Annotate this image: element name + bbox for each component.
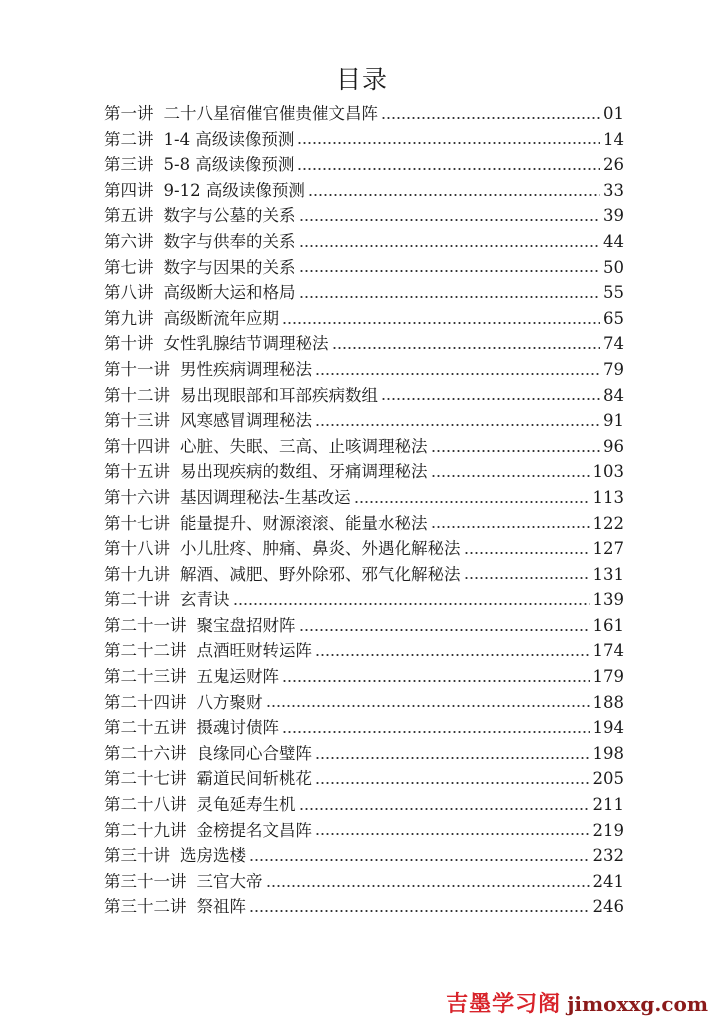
toc-title: 易出现疾病的数组、牙痛调理秘法 (180, 462, 428, 482)
toc-chapter-label: 第十讲 (104, 334, 154, 354)
toc-chapter-label: 第二十四讲 (104, 692, 187, 712)
toc-page-number: 39 (603, 206, 624, 226)
toc-dot-leader (315, 781, 590, 785)
toc-dot-leader (381, 397, 600, 401)
toc-entry (104, 818, 624, 844)
toc-page-number: 246 (592, 897, 624, 917)
toc-chapter-label: 第二十三讲 (104, 667, 187, 687)
toc-entry (104, 690, 624, 716)
toc-entry (104, 613, 624, 639)
toc-entry (104, 434, 624, 460)
toc-entry (104, 587, 624, 613)
toc-dot-leader (233, 602, 590, 606)
toc-page-number: 179 (592, 667, 624, 687)
toc-dot-leader (464, 576, 590, 580)
toc-entry (104, 511, 624, 537)
toc-chapter-label: 第十九讲 (104, 564, 170, 584)
toc-dot-leader (464, 551, 590, 555)
toc-page-number: 96 (603, 436, 624, 456)
toc-title: 解酒、减肥、野外除邪、邪气化解秘法 (180, 564, 461, 584)
toc-entry (104, 741, 624, 767)
toc-chapter-label: 第三十一讲 (104, 871, 187, 891)
toc-entry (104, 894, 624, 920)
toc-chapter-label: 第三十讲 (104, 846, 170, 866)
toc-chapter-label: 第二十七讲 (104, 769, 187, 789)
toc-entry (104, 101, 624, 127)
toc-dot-leader (431, 474, 590, 478)
toc-chapter-label: 第十三讲 (104, 411, 170, 431)
page-title: 目录 (335, 65, 388, 94)
toc-entry (104, 152, 624, 178)
toc-entry (104, 127, 624, 153)
toc-title: 易出现眼部和耳部疾病数组 (180, 385, 378, 405)
toc-dot-leader (315, 832, 590, 836)
toc-page-number: 79 (603, 359, 624, 379)
toc-entry (104, 459, 624, 485)
toc-title: 9-12 高级读像预测 (163, 180, 305, 200)
toc-page-number: 127 (592, 539, 624, 559)
toc-chapter-label: 第二讲 (104, 129, 154, 149)
toc-page-number: 174 (592, 641, 624, 661)
toc-page-number: 211 (592, 795, 624, 815)
toc-title: 5-8 高级读像预测 (163, 155, 295, 175)
toc-title: 能量提升、财源滚滚、能量水秘法 (180, 513, 428, 533)
toc-title: 数字与供奉的关系 (163, 231, 296, 251)
toc-title: 风寒感冒调理秘法 (180, 411, 312, 431)
toc-dot-leader (308, 193, 600, 197)
toc-dot-leader (299, 244, 601, 248)
toc-entry (104, 306, 624, 332)
toc-chapter-label: 第三十二讲 (104, 897, 187, 917)
toc-title: 祭祖阵 (196, 897, 246, 917)
toc-dot-leader (354, 500, 590, 504)
toc-page-number: 198 (592, 743, 624, 763)
toc-title: 女性乳腺结节调理秘法 (163, 334, 329, 354)
toc-dot-leader (266, 704, 590, 708)
toc-chapter-label: 第二十二讲 (104, 641, 187, 661)
toc-page-number: 122 (592, 513, 624, 533)
toc-title: 心脏、失眠、三高、止咳调理秘法 (180, 436, 428, 456)
watermark (446, 987, 708, 1018)
toc-page-number: 26 (603, 155, 624, 175)
toc-chapter-label: 第四讲 (104, 180, 154, 200)
toc-dot-leader (299, 295, 601, 299)
toc-dot-leader (297, 141, 600, 145)
toc-page-number: 14 (603, 129, 624, 149)
toc-title: 良缘同心合璧阵 (196, 743, 312, 763)
toc-entry (104, 357, 624, 383)
toc-entry (104, 869, 624, 895)
toc-chapter-label: 第二十八讲 (104, 795, 187, 815)
toc-page-number: 55 (603, 283, 624, 303)
toc-page-number: 131 (592, 564, 624, 584)
watermark-url: jimoxxg.com (567, 992, 708, 1016)
toc-page-number: 01 (603, 104, 624, 123)
toc-dot-leader (266, 884, 590, 888)
toc-entry (104, 485, 624, 511)
toc-chapter-label: 第九讲 (104, 308, 154, 328)
toc-title: 基因调理秘法-生基改运 (180, 487, 351, 507)
toc-dot-leader (282, 730, 590, 734)
toc-title: 小儿肚疼、肿痛、鼻炎、外遇化解秘法 (180, 539, 461, 559)
toc-entry (104, 255, 624, 281)
toc-entry (104, 715, 624, 741)
toc-page-number: 161 (592, 615, 624, 635)
toc-chapter-label: 第二十九讲 (104, 820, 187, 840)
toc-dot-leader (282, 321, 600, 325)
toc-title: 五鬼运财阵 (196, 667, 279, 687)
toc-dot-leader (282, 679, 590, 683)
toc-chapter-label: 第十六讲 (104, 487, 170, 507)
toc-chapter-label: 第十四讲 (104, 436, 170, 456)
toc-dot-leader (315, 653, 590, 657)
toc-entry (104, 178, 624, 204)
toc-title: 数字与公墓的关系 (163, 206, 296, 226)
toc-page-number: 33 (603, 180, 624, 200)
toc-page-number: 219 (592, 820, 624, 840)
toc-chapter-label: 第十一讲 (104, 359, 170, 379)
toc-dot-leader (249, 909, 590, 913)
toc-dot-leader (299, 807, 590, 811)
toc-entry (104, 792, 624, 818)
toc-chapter-label: 第二十五讲 (104, 718, 187, 738)
toc-entry (104, 383, 624, 409)
toc-dot-leader (299, 269, 601, 273)
toc-page-number: 84 (603, 385, 624, 405)
toc-chapter-label: 第三讲 (104, 155, 154, 175)
toc-title: 点酒旺财转运阵 (196, 641, 312, 661)
toc-page-number: 205 (592, 769, 624, 789)
toc-dot-leader (332, 346, 601, 350)
toc-entry (104, 331, 624, 357)
toc-chapter-label: 第十八讲 (104, 539, 170, 559)
toc-title: 数字与因果的关系 (163, 257, 296, 277)
toc-dot-leader (297, 167, 600, 171)
toc-chapter-label: 第八讲 (104, 283, 154, 303)
toc-entry (104, 562, 624, 588)
toc-page-number: 65 (603, 308, 624, 328)
toc-page-number: 241 (592, 871, 624, 891)
toc-title: 霸道民间斩桃花 (196, 769, 312, 789)
toc-page-number: 91 (603, 411, 624, 431)
toc-dot-leader (249, 858, 590, 862)
toc-page-number: 188 (592, 692, 624, 712)
toc-page-number: 74 (603, 334, 624, 354)
toc-chapter-label: 第一讲 (104, 104, 154, 123)
toc-page-number: 232 (592, 846, 624, 866)
toc-dot-leader (315, 423, 600, 427)
toc-title: 灵龟延寿生机 (196, 795, 296, 815)
toc-dot-leader (315, 756, 590, 760)
toc-dot-leader (431, 525, 590, 529)
toc-entry (104, 638, 624, 664)
toc-entry (104, 229, 624, 255)
toc-entry (104, 280, 624, 306)
toc-dot-leader (299, 628, 590, 632)
table-of-contents (104, 101, 624, 920)
toc-page-number: 139 (592, 590, 624, 610)
toc-chapter-label: 第二十讲 (104, 590, 170, 610)
toc-entry (104, 664, 624, 690)
toc-chapter-label: 第五讲 (104, 206, 154, 226)
toc-chapter-label: 第十七讲 (104, 513, 170, 533)
toc-title: 玄青诀 (180, 590, 230, 610)
toc-chapter-label: 第七讲 (104, 257, 154, 277)
toc-entry (104, 766, 624, 792)
toc-title: 八方聚财 (196, 692, 263, 712)
toc-title: 二十八星宿催官催贵催文昌阵 (163, 104, 378, 123)
toc-entry (104, 408, 624, 434)
toc-dot-leader (299, 218, 601, 222)
toc-title: 三官大帝 (196, 871, 263, 891)
toc-dot-leader (315, 372, 600, 376)
toc-title: 高级断流年应期 (163, 308, 279, 328)
toc-title: 1-4 高级读像预测 (163, 129, 295, 149)
toc-entry (104, 203, 624, 229)
toc-dot-leader (431, 449, 601, 453)
toc-title: 摄魂讨债阵 (196, 718, 279, 738)
toc-chapter-label: 第十二讲 (104, 385, 170, 405)
toc-title: 高级断大运和格局 (163, 283, 296, 303)
toc-chapter-label: 第六讲 (104, 231, 154, 251)
toc-title: 金榜提名文昌阵 (196, 820, 312, 840)
toc-dot-leader (381, 116, 600, 120)
toc-page-number: 50 (603, 257, 624, 277)
toc-page-number: 113 (592, 487, 624, 507)
toc-chapter-label: 第二十六讲 (104, 743, 187, 763)
watermark-brand: 吉墨学习阁 (446, 992, 562, 1017)
toc-page-number: 44 (603, 231, 624, 251)
toc-entry (104, 843, 624, 869)
toc-chapter-label: 第十五讲 (104, 462, 170, 482)
toc-title: 选房选楼 (180, 846, 246, 866)
toc-entry (104, 536, 624, 562)
toc-page-number: 103 (592, 462, 624, 482)
toc-page-number: 194 (592, 718, 624, 738)
toc-title: 男性疾病调理秘法 (180, 359, 312, 379)
toc-title: 聚宝盘招财阵 (196, 615, 296, 635)
toc-chapter-label: 第二十一讲 (104, 615, 187, 635)
